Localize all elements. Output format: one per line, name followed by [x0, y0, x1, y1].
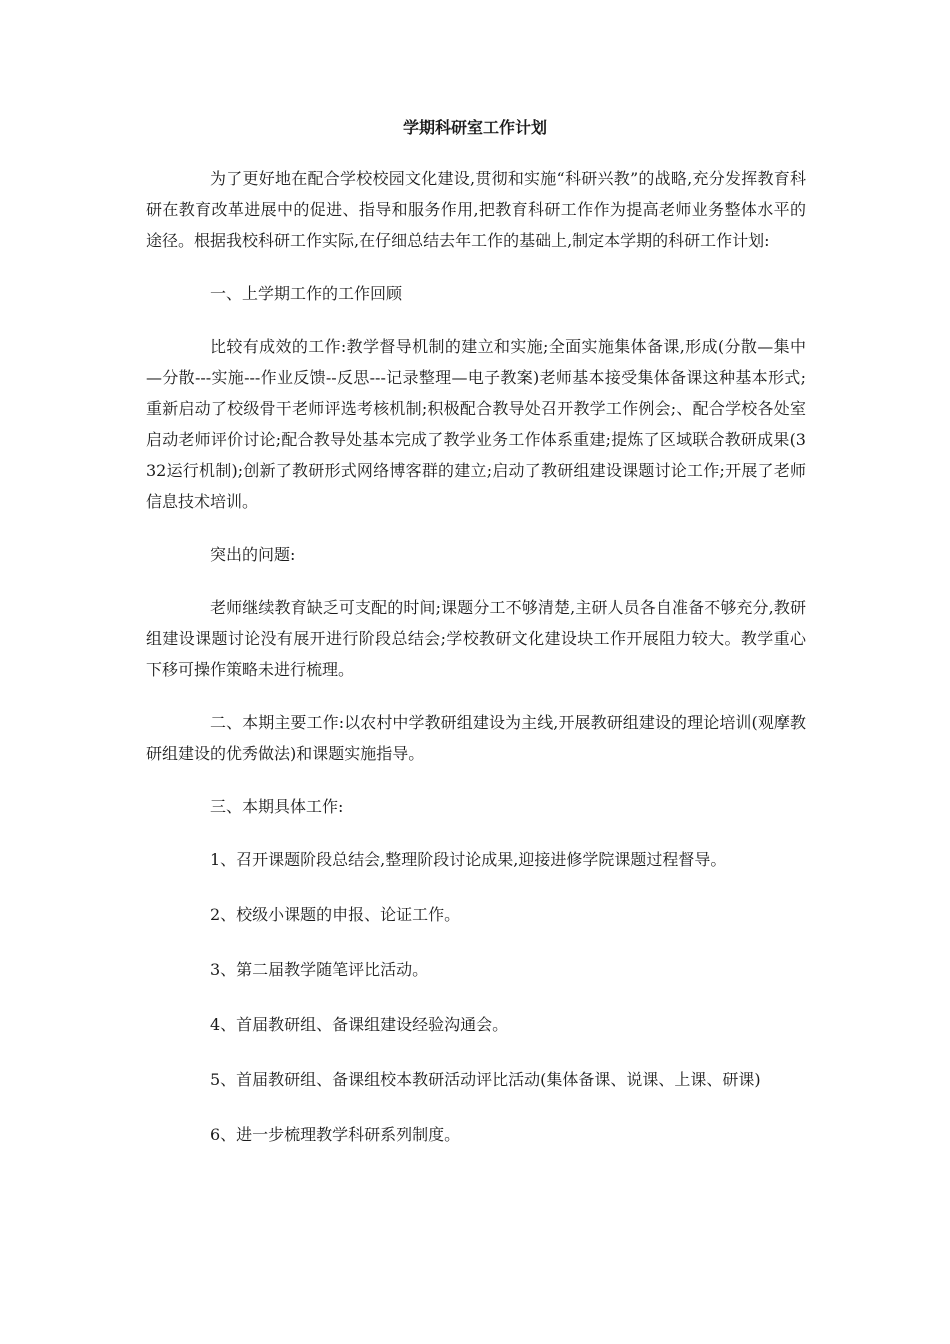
list-item: 4、首届教研组、备课组建设经验沟通会。: [210, 1015, 509, 1034]
document-body: [146, 163, 806, 1174]
section-heading-specific-work: 三、本期具体工作:: [210, 797, 344, 816]
list-item: 2、校级小课题的申报、论证工作。: [210, 905, 461, 924]
list-item: 6、进一步梳理教学科研系列制度。: [210, 1125, 461, 1144]
achievements-paragraph: 比较有成效的工作:教学督导机制的建立和实施;全面实施集体备课,形成(分散—集中—分散---实施---作业反馈--反思---记录整理—电子教案)老师基本接受集体备课这种基本形式;重新启动了校级骨干老师评选考核机制;积极配合教导处召开教学工作例会;、配合学校各处室启动老师评价讨论;配合教导处基本完成了教学业务工作体系重建;提炼了区域联合教研成果(332运行机制);创新了教研形式网络博客群的建立;启动了教研组建设课题讨论工作;开展了老师信息技术培训。: [146, 337, 806, 511]
problems-paragraph: 老师继续教育缺乏可支配的时间;课题分工不够清楚,主研人员各自准备不够充分,教研组建设课题讨论没有展开进行阶段总结会;学校教研文化建设块工作开展阻力较大。教学重心下移可操作策略未进行梳理。: [146, 598, 806, 679]
section-heading-review: 一、上学期工作的工作回顾: [210, 284, 403, 303]
section-heading-main-work: 二、本期主要工作:以农村中学教研组建设为主线,开展教研组建设的理论培训(观摩教研组建设的优秀做法)和课题实施指导。: [146, 713, 806, 763]
problems-heading: 突出的问题:: [210, 545, 296, 564]
intro-paragraph: 为了更好地在配合学校校园文化建设,贯彻和实施“科研兴教”的战略,充分发挥教育科研在教育改革进展中的促进、指导和服务作用,把教育科研工作作为提高老师业务整体水平的途径。根据我校科研工作实际,在仔细总结去年工作的基础上,制定本学期的科研工作计划:: [146, 169, 806, 250]
list-item: 5、首届教研组、备课组校本教研活动评比活动(集体备课、说课、上课、研课): [210, 1070, 761, 1089]
document-title: 学期科研室工作计划: [402, 118, 547, 137]
list-item: 1、召开课题阶段总结会,整理阶段讨论成果,迎接进修学院课题过程督导。: [210, 850, 727, 869]
list-item: 3、第二届教学随笔评比活动。: [210, 960, 429, 979]
